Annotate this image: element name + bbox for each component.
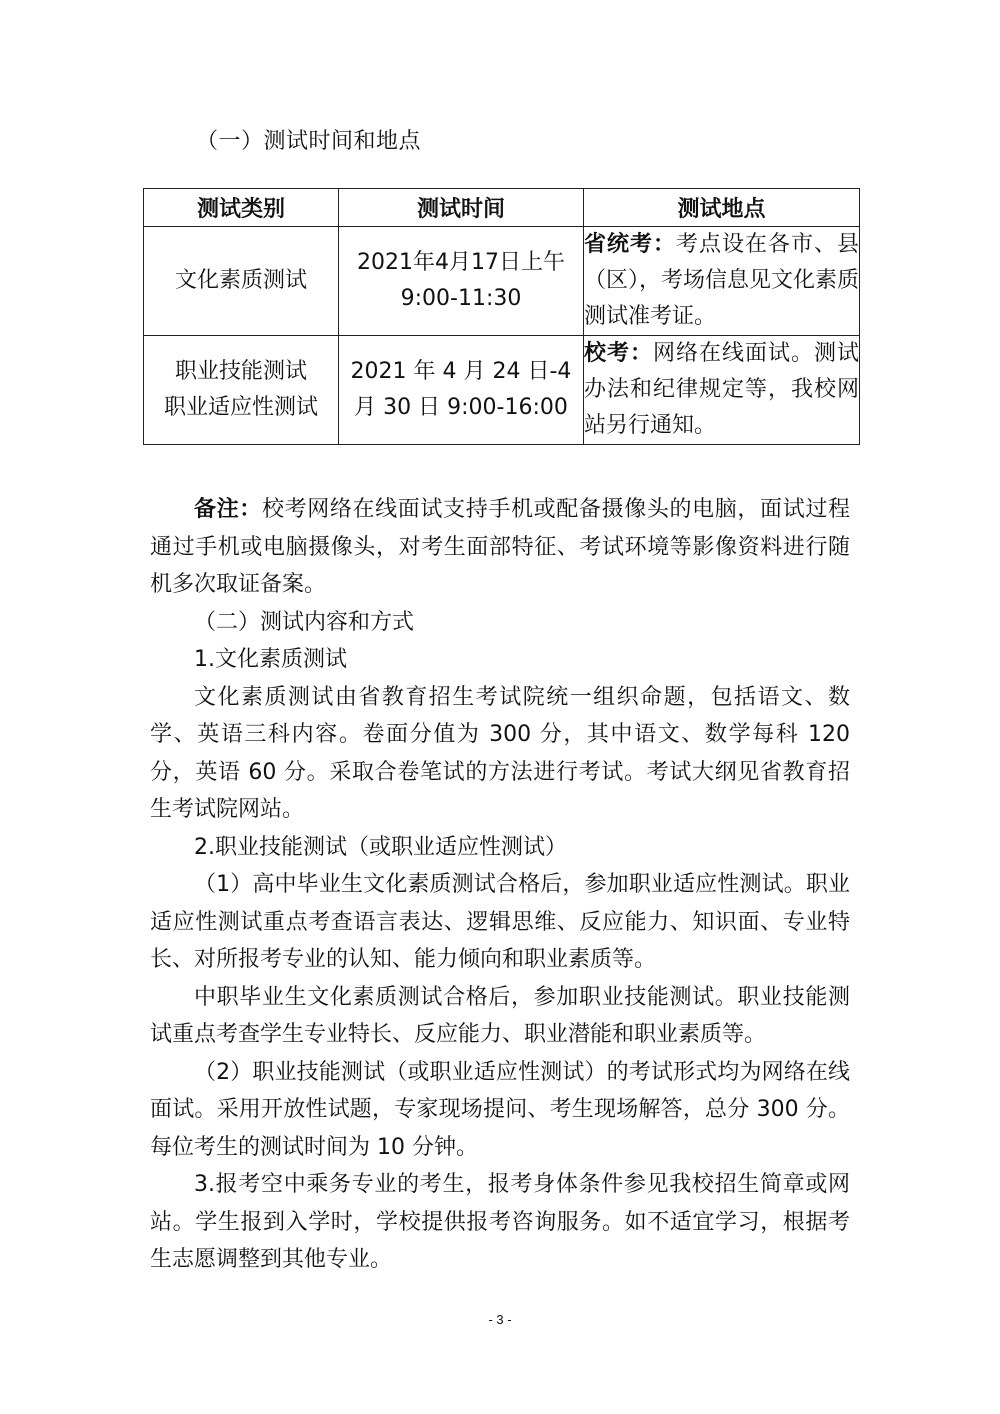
- time-line: 9:00-11:30: [400, 286, 522, 311]
- header-test-place: 测试地点: [584, 189, 860, 227]
- header-test-time: 测试时间: [339, 189, 584, 227]
- place-text: 网络在线面试。测试办法和纪律规定等，我校网站另行通知。: [584, 341, 859, 438]
- subheading-cultural-test: 1.文化素质测试: [194, 647, 347, 672]
- header-test-category: 测试类别: [144, 189, 339, 227]
- place-text: 考点设在各市、县（区），考场信息见文化素质测试准考证。: [584, 232, 860, 329]
- note-label: 备注：: [194, 497, 262, 522]
- time-line: 2021年4月17日上午: [357, 250, 565, 275]
- paragraph: 文化素质测试由省教育招生考试院统一组织命题，包括语文、数学、英语三科内容。卷面分值为 300 分，其中语文、数学每科 120 分，英语 60 分。采取合卷笔试的方法进行考试。考试大纲见省教育招生考试院网站。: [150, 684, 850, 822]
- paragraph: （2）职业技能测试（或职业适应性测试）的考试形式均为网络在线面试。采用开放性试题，专家现场提问、考生现场解答，总分 300 分。每位考生的测试时间为 10 分钟。: [150, 1059, 850, 1160]
- body-text: [150, 491, 850, 1279]
- page-number: - 3 -: [488, 1312, 512, 1327]
- note-paragraph: [150, 491, 850, 604]
- cell-place: [584, 227, 860, 336]
- cell-time: [339, 336, 584, 445]
- subheading-vocational-test: 2.职业技能测试（或职业适应性测试）: [194, 834, 567, 860]
- cell-category: [144, 227, 339, 336]
- cell-category: [144, 336, 339, 445]
- time-line: 2021 年 4 月 24 日-4: [350, 359, 572, 384]
- test-schedule-table: [143, 188, 860, 445]
- table-header-row: [144, 189, 860, 227]
- category-line: 职业技能测试: [174, 359, 307, 384]
- cell-place: [584, 336, 860, 445]
- section-heading-test-content: （二）测试内容和方式: [194, 609, 415, 635]
- paragraph: 3.报考空中乘务专业的考生，报考身体条件参见我校招生简章或网站。学生报到入学时，学校提供报考咨询服务。如不适宜学习，根据考生志愿调整到其他专业。: [150, 1172, 850, 1272]
- table-row: [144, 227, 860, 336]
- paragraph: （1）高中毕业生文化素质测试合格后，参加职业适应性测试。职业适应性测试重点考查语言表达、逻辑思维、反应能力、知识面、专业特长、对所报考专业的认知、能力倾向和职业素质等。: [150, 872, 850, 972]
- place-label: 校考：: [584, 341, 653, 366]
- time-line: 月 30 日 9:00-16:00: [354, 395, 568, 420]
- cell-time: [339, 227, 584, 336]
- section-heading-test-time-place: （一）测试时间和地点: [196, 129, 422, 154]
- category-line: 职业适应性测试: [163, 395, 318, 420]
- place-label: 省统考：: [584, 232, 676, 257]
- category-line: 文化素质测试: [174, 268, 307, 293]
- table-row: [144, 336, 860, 445]
- note-text: 校考网络在线面试支持手机或配备摄像头的电脑，面试过程通过手机或电脑摄像头，对考生面部特征、考试环境等影像资料进行随机多次取证备案。: [150, 497, 850, 597]
- paragraph: 中职毕业生文化素质测试合格后，参加职业技能测试。职业技能测试重点考查学生专业特长、反应能力、职业潜能和职业素质等。: [150, 984, 850, 1047]
